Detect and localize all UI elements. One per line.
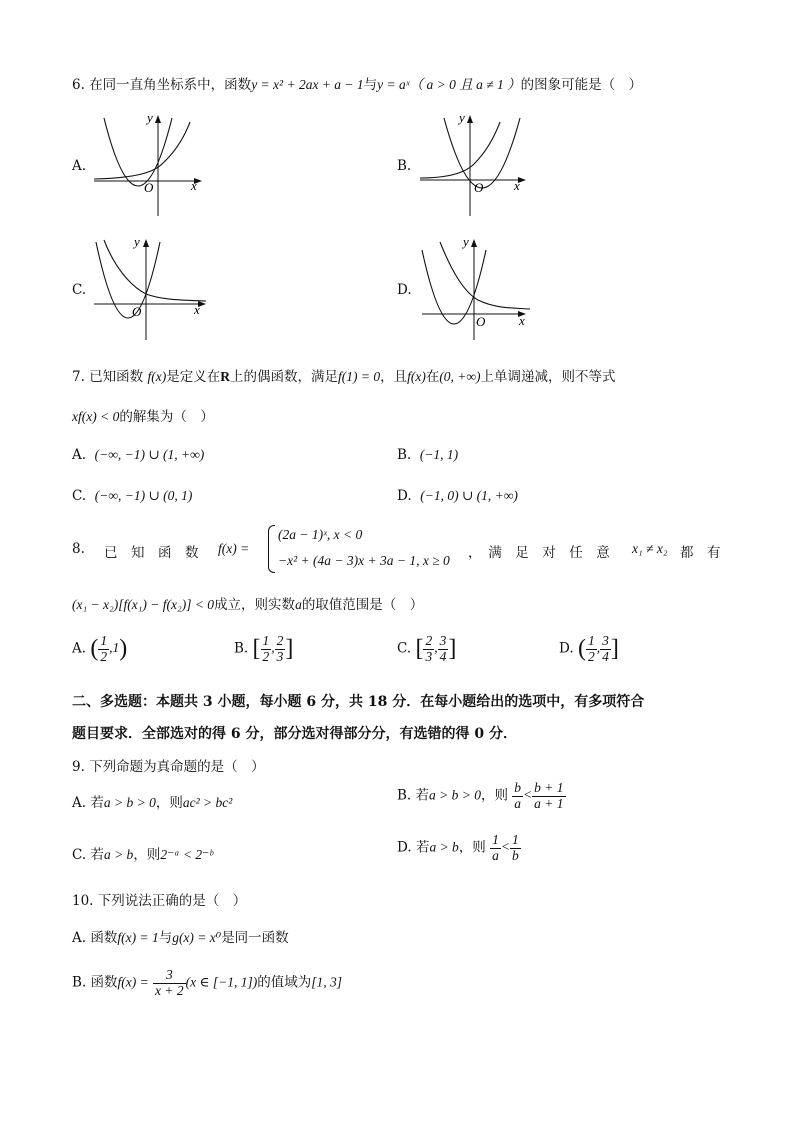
question-7-stem: 7. 已知函数 f(x)是定义在R上的偶函数，满足f(1) = 0，且f(x)在(0, +∞)上单调递减，则不等式: [72, 369, 616, 385]
y-axis-arrow: [143, 239, 149, 247]
q9-option-a: A. 若a > b > 0，则ac² > bc²: [72, 795, 233, 811]
x-label: x: [514, 178, 520, 193]
piecewise-brace: [268, 525, 275, 573]
q7-option-c: C. (−∞, −1) ∪ (0, 1): [72, 488, 193, 504]
x-label: x: [519, 313, 525, 328]
piecewise-case-1: (2a − 1)ˣ, x < 0: [278, 527, 363, 542]
y-axis-arrow: [467, 115, 473, 123]
question-8-lead: 已 知 函 数: [104, 545, 199, 561]
x-label: x: [194, 302, 200, 317]
question-10-stem: 10. 下列说法正确的是（ ）: [72, 893, 247, 909]
graph-option-a: [90, 108, 210, 220]
q9-option-d: D. 若a > b，则 $\frac{1}{a}$ < $\frac{1}{b}$: [397, 832, 519, 863]
origin-label: O: [144, 180, 154, 195]
question-8-number: 8.: [72, 541, 85, 557]
option-b-label: B.: [397, 158, 412, 174]
question-7-stem-line2: xf(x) < 0的解集为（ ）: [72, 409, 214, 425]
question-8-tail: 都 有: [680, 545, 721, 561]
y-axis-arrow: [155, 115, 161, 123]
question-8-condition: x₁ ≠ x₂: [632, 541, 668, 556]
origin-label: O: [476, 314, 486, 329]
q9-option-c: C. 若a > b，则2⁻ᵃ < 2⁻ᵇ: [72, 847, 213, 863]
graph-option-d: [418, 232, 536, 344]
parabola: [104, 118, 172, 186]
origin-label: O: [132, 304, 142, 319]
option-d-label: D.: [397, 282, 412, 298]
graph-option-c: [90, 232, 216, 344]
parabola: [444, 118, 520, 188]
q8-option-b: B. [ $\frac{1}{2}$ , $\frac{2}{3}$ ]: [234, 633, 294, 664]
section-2-heading-line2: 题目要求．全部选对的得 6 分，部分选对得部分分，有选错的得 0 分．: [72, 726, 517, 742]
q7-option-a: A. (−∞, −1) ∪ (1, +∞): [72, 447, 205, 463]
y-label: y: [147, 110, 153, 125]
x-label: x: [191, 178, 197, 193]
origin-label: O: [474, 180, 484, 195]
q8-option-a: A. ( $\frac{1}{2}$ ,1): [72, 633, 128, 664]
option-c-label: C.: [72, 282, 87, 298]
y-label: y: [463, 234, 469, 249]
question-9-stem: 9. 下列命题为真命题的是（ ）: [72, 759, 265, 775]
question-8-fx: f(x) =: [218, 541, 250, 556]
question-6-stem: 6. 在同一直角坐标系中，函数y = x² + 2ax + a − 1与y = aˣ（ a > 0 且 a ≠ 1 ）的图象可能是（ ）: [72, 77, 643, 93]
section-2-heading: 二、多选题：本题共 3 小题，每小题 6 分，共 18 分．在每小题给出的选项中，有多项符合: [72, 694, 645, 710]
question-8-middle: ， 满 足 对 任 意: [468, 545, 610, 561]
y-label: y: [134, 234, 140, 249]
q7-option-d: D. (−1, 0) ∪ (1, +∞): [397, 488, 518, 504]
q8-option-c: C. [ $\frac{2}{3}$ , $\frac{3}{4}$ ]: [397, 633, 457, 664]
y-axis-arrow: [471, 239, 477, 247]
q8-option-d: D. ( $\frac{1}{2}$ , $\frac{3}{4}$ ]: [559, 633, 619, 664]
q10-option-a: A. 函数f(x) = 1与g(x) = x⁰是同一函数: [72, 930, 289, 946]
exponential-curve: [420, 122, 500, 178]
q10-option-b: B. 函数f(x) = $\frac{3}{x + 2}$ (x ∈ [−1, 1])的值域为[1, 3]: [72, 967, 342, 998]
exponential-curve: [104, 240, 206, 301]
y-label: y: [459, 110, 465, 125]
parabola: [422, 250, 486, 324]
option-a-label: A.: [72, 158, 87, 174]
exponential-curve: [94, 122, 190, 179]
piecewise-case-2: −x² + (4a − 3)x + 3a − 1, x ≥ 0: [278, 553, 450, 568]
q7-option-b: B. (−1, 1): [397, 447, 459, 463]
q9-option-b: B. 若a > b > 0，则 $\frac{b}{a}$ < $\frac{b + 1}{a + 1}$: [397, 780, 564, 811]
graph-option-b: [416, 108, 536, 220]
question-8-line2: (x₁ − x₂)[f(x₁) − f(x₂)] < 0成立，则实数a的取值范围是（ ）: [72, 597, 424, 613]
